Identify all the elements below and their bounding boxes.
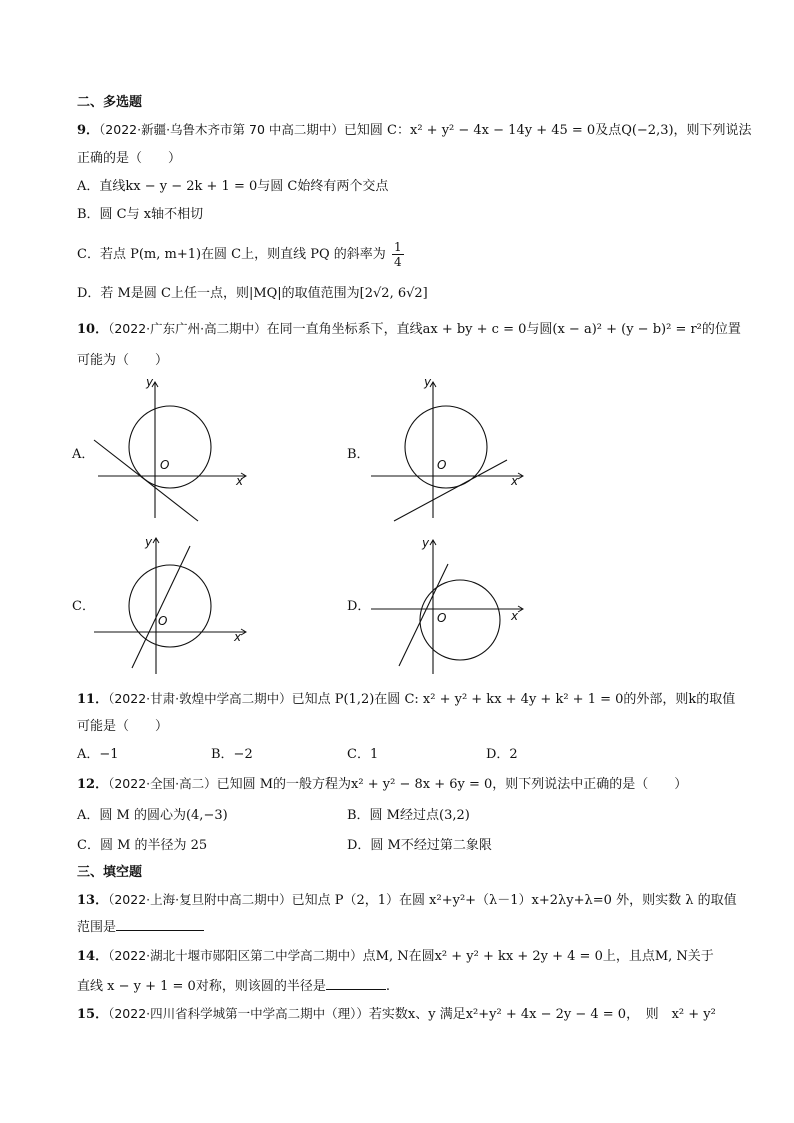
y-axis-label: y — [422, 536, 430, 550]
graph-b-svg — [367, 378, 527, 524]
graph-d — [367, 534, 527, 680]
question-source: （2022·新疆·乌鲁木齐市第 70 中高二期中） — [99, 122, 344, 137]
question-text: 在同一直角坐标系下，直线ax + by + c = 0与圆(x − a)² + (y − b)² = r²的位置 — [266, 322, 741, 337]
period: . — [385, 979, 390, 994]
question-13-stem-line-1 — [77, 891, 737, 910]
question-12-option-d: D．圆 M不经过第二象限 — [347, 838, 492, 853]
circle — [420, 580, 500, 660]
graph-a-svg — [90, 378, 250, 524]
graph-a — [90, 375, 250, 524]
graph-c-svg — [90, 534, 250, 680]
graph-b — [367, 375, 527, 524]
answer-blank[interactable] — [326, 977, 386, 990]
y-axis-label: y — [146, 375, 154, 389]
origin-label: O — [437, 611, 447, 625]
question-9-option-b: B．圆 C与 x轴不相切 — [77, 207, 204, 222]
question-number: 11． — [77, 692, 109, 707]
question-source: （2022·广东广州·高二期中） — [108, 321, 267, 336]
question-12-option-c: C．圆 M 的半径为 25 — [77, 838, 208, 853]
fraction-denominator: 4 — [393, 255, 402, 269]
origin-label: O — [158, 614, 168, 628]
question-15-stem — [77, 1005, 716, 1024]
question-text: 若实数x、y 满足x²+y² + 4x − 2y − 4 = 0， 则 x² + y² — [368, 1007, 716, 1022]
question-13-stem-line-2 — [77, 918, 204, 937]
question-number: 12． — [77, 777, 109, 792]
question-text: 已知圆 C：x² + y² − 4x − 14y + 45 = 0及点Q(−2,3)，则下列说法 — [343, 123, 752, 138]
graph-d-label: D． — [347, 599, 371, 614]
question-14-stem-line-2 — [77, 977, 390, 996]
question-number: 15． — [77, 1007, 109, 1022]
question-number: 9． — [77, 123, 100, 138]
x-axis-label: x — [511, 474, 519, 488]
question-9-option-d: D．若 M是圆 C上任一点，则|MQ|的取值范围为[2√2, 6√2] — [77, 286, 428, 301]
question-11-stem-line-1 — [77, 690, 735, 709]
line — [132, 546, 190, 668]
x-axis-label: x — [236, 474, 244, 488]
origin-label: O — [160, 458, 170, 472]
y-axis-label: y — [424, 375, 432, 389]
fraction-numerator: 1 — [393, 240, 402, 254]
question-source: （2022·湖北十堰市郧阳区第二中学高二期中） — [108, 948, 363, 963]
question-10-stem-line-1 — [77, 320, 741, 339]
question-text: 已知圆 M的一般方程为x² + y² − 8x + 6y = 0，则下列说法中正确的是（ ） — [216, 777, 688, 792]
origin-label: O — [437, 458, 447, 472]
question-9-stem-line-1 — [77, 121, 752, 140]
question-number: 10． — [77, 322, 109, 337]
question-source: （2022·全国·高二） — [108, 776, 217, 791]
question-source: （2022·上海·复旦附中高二期中） — [108, 892, 292, 907]
y-axis-label: y — [145, 535, 153, 549]
question-9-option-a: A．直线kx − y − 2k + 1 = 0与圆 C始终有两个交点 — [77, 179, 389, 194]
circle — [129, 565, 211, 647]
section-heading-multiple-choice: 二、多选题 — [77, 95, 143, 110]
question-11-option-b: B．−2 — [211, 747, 253, 762]
question-source: （2022·四川省科学城第一中学高二期中（理）） — [108, 1006, 369, 1021]
question-text: 已知点 P(1,2)在圆 C: x² + y² + kx + 4y + k² + 1 = 0的外部，则k的取值 — [291, 692, 736, 707]
graph-c — [90, 534, 250, 680]
graph-c-label: C． — [72, 599, 95, 614]
question-12-stem — [77, 775, 687, 794]
question-11-stem-line-2: 可能是（ ） — [77, 719, 169, 734]
question-text: 已知点 P（2，1）在圆 x²+y²+（λ－1）x+2λy+λ=0 外，则实数 λ 的取值 — [291, 893, 737, 908]
question-number: 13． — [77, 893, 109, 908]
question-11-option-a: A．−1 — [77, 747, 119, 762]
x-axis-label: x — [511, 609, 519, 623]
question-14-stem-line-1 — [77, 947, 714, 966]
graph-a-label: A． — [72, 447, 95, 462]
graph-b-label: B． — [347, 447, 370, 462]
question-source: （2022·甘肃·敦煌中学高二期中） — [108, 691, 292, 706]
line — [94, 440, 198, 521]
question-text: 点M, N在圆x² + y² + kx + 2y + 4 = 0上，且点M, N关于 — [362, 949, 714, 964]
question-9-option-c — [77, 240, 404, 269]
question-text: 直线 x − y + 1 = 0对称，则该圆的半径是 — [77, 979, 326, 994]
question-9-stem-line-2: 正确的是（ ） — [77, 151, 182, 166]
question-number: 14． — [77, 949, 109, 964]
option-text: C．若点 P(m, m+1)在圆 C上，则直线 PQ 的斜率为 — [77, 247, 386, 262]
question-11-option-d: D．2 — [486, 747, 518, 762]
question-12-option-a: A．圆 M 的圆心为(4,−3) — [77, 808, 228, 823]
question-12-option-b: B．圆 M经过点(3,2) — [347, 808, 470, 823]
section-heading-fill-in: 三、填空题 — [77, 865, 143, 880]
question-10-stem-line-2: 可能为（ ） — [77, 353, 169, 368]
x-axis-label: x — [234, 630, 242, 644]
question-11-option-c: C．1 — [347, 747, 379, 762]
question-text: 范围是 — [77, 920, 117, 935]
fraction — [392, 240, 404, 269]
graph-d-svg — [367, 534, 527, 680]
answer-blank[interactable] — [116, 918, 204, 931]
